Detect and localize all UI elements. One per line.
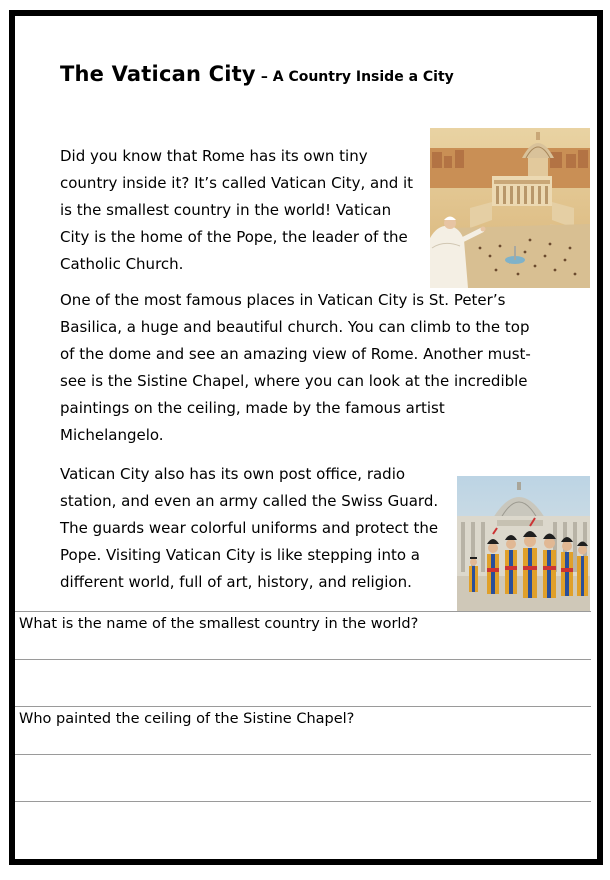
- st-peters-square-illustration: [430, 128, 590, 288]
- paragraph-swiss-guard: Vatican City also has its own post office, radio station, and even an army called the Swiss Guard. The guards wear colorful uniforms and protect the Pope. Visiting Vatican City is like stepping into a different world, full of art, history, and religion.: [60, 465, 439, 591]
- question-text: What is the name of the smallest country in the world?: [19, 616, 419, 632]
- swiss-guard-illustration: [457, 476, 590, 611]
- title-main: The Vatican City: [60, 62, 256, 86]
- title-subtitle: – A Country Inside a City: [260, 69, 454, 85]
- answer-line[interactable]: [15, 659, 591, 707]
- question-row: [15, 706, 591, 754]
- paragraph-basilica: One of the most famous places in Vatican City is St. Peter’s Basilica, a huge and beautiful church. You can climb to the top of the dome and see an amazing view of Rome. Another must-see is the Sistine Chapel, where you can look at the incredible paintings on the ceiling, made by the famous artist Michelangelo.: [60, 291, 531, 444]
- questions-section: [15, 611, 591, 849]
- paragraph-intro: Did you know that Rome has its own tiny country inside it? It’s called Vatican City, and it is the smallest country in the world! Vatican City is the home of the Pope, the leader of the Catholic Church.: [60, 147, 414, 273]
- answer-line[interactable]: [15, 754, 591, 802]
- page-title: [60, 62, 454, 86]
- answer-line[interactable]: [15, 801, 591, 849]
- question-row: [15, 611, 591, 659]
- question-text: Who painted the ceiling of the Sistine Chapel?: [19, 711, 355, 727]
